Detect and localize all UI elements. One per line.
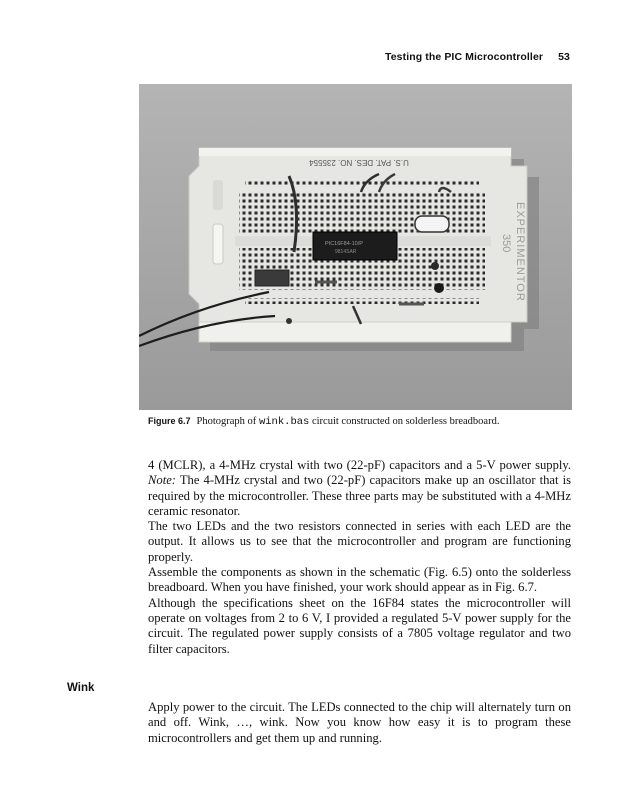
chip-marking-line2: 9814SAR (335, 249, 357, 255)
board-top-edge (199, 148, 511, 156)
board-brand-text: EXPERIMENTOR (514, 202, 526, 302)
paragraph-1-start: 4 (MCLR), a 4-MHz crystal with two (22-pF) capacitors and a 5-V power supply. (148, 458, 571, 472)
figure-label: Figure 6.7 (148, 416, 191, 426)
board-bottom-lip (199, 322, 511, 342)
paragraph-1 (148, 458, 571, 519)
board-model-text: 350 (500, 234, 512, 253)
breadboard-photo (139, 84, 572, 410)
note-label: Note: (148, 473, 176, 488)
caption-text-post: circuit constructed on solderless breadboard. (309, 416, 500, 427)
top-power-rail (245, 179, 479, 185)
crystal-oscillator (415, 216, 449, 232)
paragraph-2-text: The two LEDs and the two resistors connected in series with each LED are the output. It allows us to see that the microcontroller and program are functioning properly. (148, 519, 571, 564)
page-number: 53 (558, 51, 570, 63)
running-title: Testing the PIC Microcontroller (384, 51, 544, 63)
paragraph-4 (148, 596, 571, 657)
figure-caption (148, 416, 499, 428)
paragraph-4-text: Although the specifications sheet on the 16F84 states the microcontroller will operate on voltages from 2 to 6 V, I provided a regulated 5-V power supply for the circuit. The regulated power supply consists of a 7805 voltage regulator and two filter capacitors. (148, 595, 571, 656)
paragraph-2 (148, 519, 571, 565)
section-heading: Wink (67, 682, 95, 694)
paragraph-1-rest: The 4-MHz crystal and two (22-pF) capacitors make up an oscillator that is required by the microcontroller. These three parts may be substituted with a 4-MHz ceramic resonator. (148, 473, 571, 518)
voltage-regulator (255, 270, 289, 286)
caption-text-pre: Photograph of (196, 416, 259, 427)
body-text (148, 458, 571, 657)
breadboard-illustration (139, 84, 572, 410)
paragraph-3-text: Assemble the components as shown in the schematic (Fig. 6.5) onto the solderless breadboard. When you have finished, your work should appear as in Fig. 6.7. (148, 565, 571, 595)
paragraph-3 (148, 565, 571, 596)
section-body (148, 700, 571, 746)
bottom-power-rail (245, 298, 479, 304)
led-1 (434, 283, 444, 293)
chip-marking-line1: PIC16F84-10/P (325, 241, 363, 247)
running-head (385, 51, 570, 63)
caption-code: wink.bas (258, 416, 310, 428)
led-2 (431, 262, 439, 270)
capacitor (286, 318, 292, 324)
section-paragraph: Apply power to the circuit. The LEDs connected to the chip will alternately turn on and off. Wink, …, wink. Now you know how easy it is to program these microcontrollers and get them up and running. (148, 700, 571, 745)
board-serial-text: U.S. PAT. DES. NO. 235554 (309, 158, 409, 167)
